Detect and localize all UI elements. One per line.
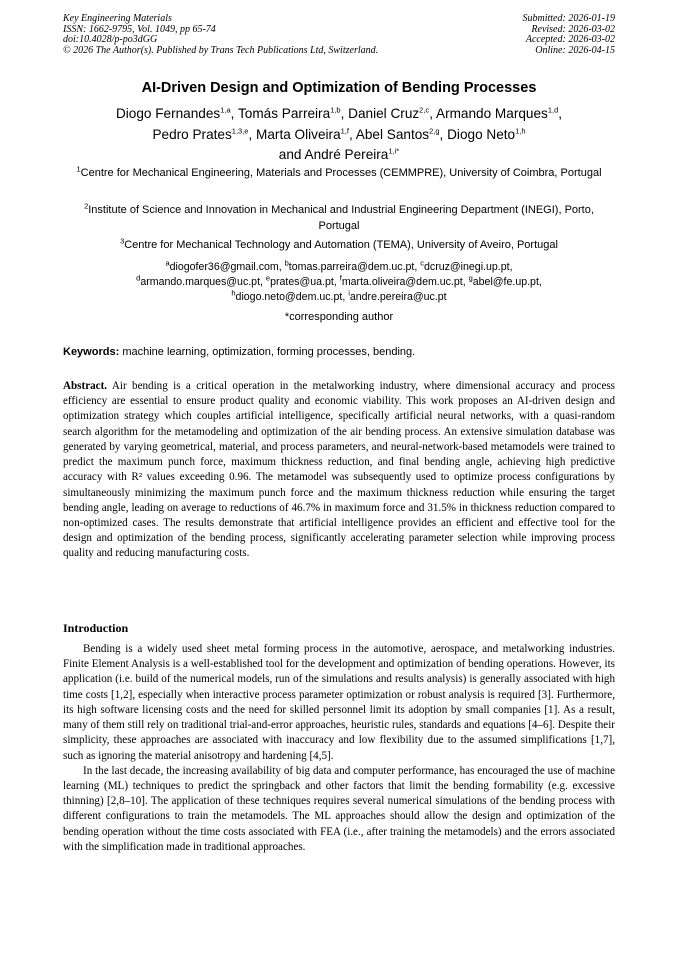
author-list: Diogo Fernandes$^{1,a}$, Tomás Parreira$^{1,b}$, Daniel Cruz$^{2,c}$, Armando Marques$^{1,d}$, Pedro Prates$^{1,3,e}$, Marta Oliveira$^{1,f}$, Abel Santos$^{2,g}$, Diogo Neto$^{1,h}$ and André Pereira$^{1,i*}$	[115, 105, 563, 162]
email[interactable]: $^e$prates@ua.pt	[265, 273, 334, 289]
section-heading: Introduction	[63, 621, 129, 635]
introduction-body	[63, 642, 615, 855]
author: Marta Oliveira$^{1,f}$	[256, 125, 349, 142]
journal-name: Key Engineering Materials	[63, 13, 172, 24]
email[interactable]: $^f$marta.oliveira@dem.uc.pt	[339, 273, 463, 289]
online-date: Online: 2026-04-15	[535, 44, 615, 56]
keywords-label: Keywords:	[63, 346, 120, 358]
journal-header	[63, 14, 443, 56]
email[interactable]: $^g$abel@fe.up.pt	[468, 273, 539, 289]
email[interactable]: $^a$diogofer36@gmail.com	[165, 258, 279, 273]
email[interactable]: $^c$dcruz@inegi.up.pt	[420, 258, 510, 273]
author-connector: and	[278, 147, 302, 162]
author: Pedro Prates$^{1,3,e}$	[152, 125, 249, 142]
affiliation: $^1$Centre for Mechanical Engineering, Materials and Processes (CEMMPRE), University of Coimbra, Portugal	[76, 164, 602, 179]
author: Abel Santos$^{2,g}$	[355, 125, 440, 142]
keywords-text: machine learning, optimization, forming processes, bending.	[122, 346, 416, 358]
email[interactable]: $^h$diogo.neto@dem.uc.pt	[231, 288, 343, 304]
submitted-date: Submitted: 2026-01-19	[522, 13, 615, 24]
abstract	[63, 379, 615, 562]
paper-title: AI-Driven Design and Optimization of Bending Processes	[141, 80, 537, 96]
affiliation: $^2$Institute of Science and Innovation in Mechanical and Industrial Engineering Department (INEGI), Porto, Portugal	[84, 201, 594, 232]
abstract-label: Abstract.	[63, 380, 108, 392]
revised-date: Revised: 2026-03-02	[531, 23, 615, 35]
email-list: $^a$diogofer36@gmail.com, $^b$tomas.parreira@dem.uc.pt, $^c$dcruz@inegi.up.pt, $^d$armando.marques@uc.pt, $^e$prates@ua.pt, $^f$marta.oliveira@dem.uc.pt, $^g$abel@fe.up.pt, $^h$diogo.neto@dem.uc.pt, $^i$andre.pereira@uc.pt	[136, 258, 542, 304]
issn-line: ISSN: 1662-9795, Vol. 1049, pp 65-74	[63, 23, 216, 35]
keywords	[63, 346, 615, 358]
corresponding-author-note: *corresponding author	[284, 311, 394, 323]
author: Tomás Parreira$^{1,b}$	[237, 105, 341, 121]
author: Diogo Neto$^{1,h}$	[447, 125, 526, 142]
email[interactable]: $^d$armando.marques@uc.pt	[136, 273, 261, 289]
dates-header	[395, 14, 615, 56]
accepted-date: Accepted: 2026-03-02	[525, 34, 615, 45]
author: Diogo Fernandes$^{1,a}$	[115, 105, 231, 121]
author: André Pereira$^{1,i*}$	[304, 146, 400, 162]
paragraph: Bending is a widely used sheet metal forming process in the automotive, aerospace, and metalworking industries. Finite Element Analysis is a well-established tool for the development and optimization of bending operations. However, its application (i.e. build of the numerical models, run of the simulations and results analysis) is generally associated with high time costs [1,2], especially when interactive process parameter optimization or robust analysis is required [3]. Furthermore, its high software licensing costs and the need for skilled personnel limit its adoption by small companies [1]. As a result, many of them still rely on traditional trial-and-error approaches, heuristic rules, standards and equations [4–6]. Despite their simplicity, these approaches are associated with inaccuracy and low flexibility due to the assumed simplifications [1,7], such as ignoring the material anisotropy and hardening [4,5].	[63, 643, 615, 762]
affiliation: $^3$Centre for Mechanical Technology and Automation (TEMA), University of Aveiro, Portugal	[120, 236, 558, 251]
doi-line: doi:10.4028/p-po3dGG	[63, 34, 158, 45]
author: Daniel Cruz$^{2,c}$	[348, 105, 430, 121]
paragraph: In the last decade, the increasing availability of big data and computer performance, has encouraged the use of machine learning (ML) techniques to predict the springback and other factors that limit the bending formability (e.g. excessive thinning) [2,8–10]. The application of these techniques requires several numerical simulations of the bending process with different configurations to train the metamodels. The ML approaches should allow the design and optimization of the bending operation without the time costs associated with FEA (i.e., after training the metamodels) and the errors associated with the simplification made in traditional approaches.	[63, 764, 615, 853]
email[interactable]: $^i$andre.pereira@uc.pt	[348, 288, 447, 304]
email[interactable]: $^b$tomas.parreira@dem.uc.pt	[284, 258, 415, 273]
author: Armando Marques$^{1,d}$	[436, 105, 559, 121]
copyright-line: © 2026 The Author(s). Published by Trans Tech Publications Ltd, Switzerland.	[63, 44, 379, 56]
abstract-text: Air bending is a critical operation in the metalworking industry, where dimensional accuracy and process efficiency are essential to ensure product quality and economic viability. This work proposes an AI-driven design and optimization strategy which couples artificial intelligence, specifically artificial neural networks, with a quasi-random search algorithm for the metamodeling and optimization of the air bending process. An extensive simulation database was generated by varying geometrical, material, and process parameters, and neural-network-based metamodels were trained to predict the maximum punch force, maximum thickness reduction, and final bending angle, achieving high predictive accuracy with R² values exceeding 0.96. The metamodel was subsequently used to optimize process configurations by simultaneously minimizing the maximum punch force and the maximum thickness reduction while ensuring the target bending angle, leading on average to reductions of 46.7% in maximum force and 31.5% in thickness reduction compared to non-optimized cases. The results demonstrate that artificial intelligence provides an efficient and effective tool for the design and optimization of the bending process, significantly accelerating parameter selection while improving process quality and reducing manufacturing costs.	[63, 380, 615, 560]
